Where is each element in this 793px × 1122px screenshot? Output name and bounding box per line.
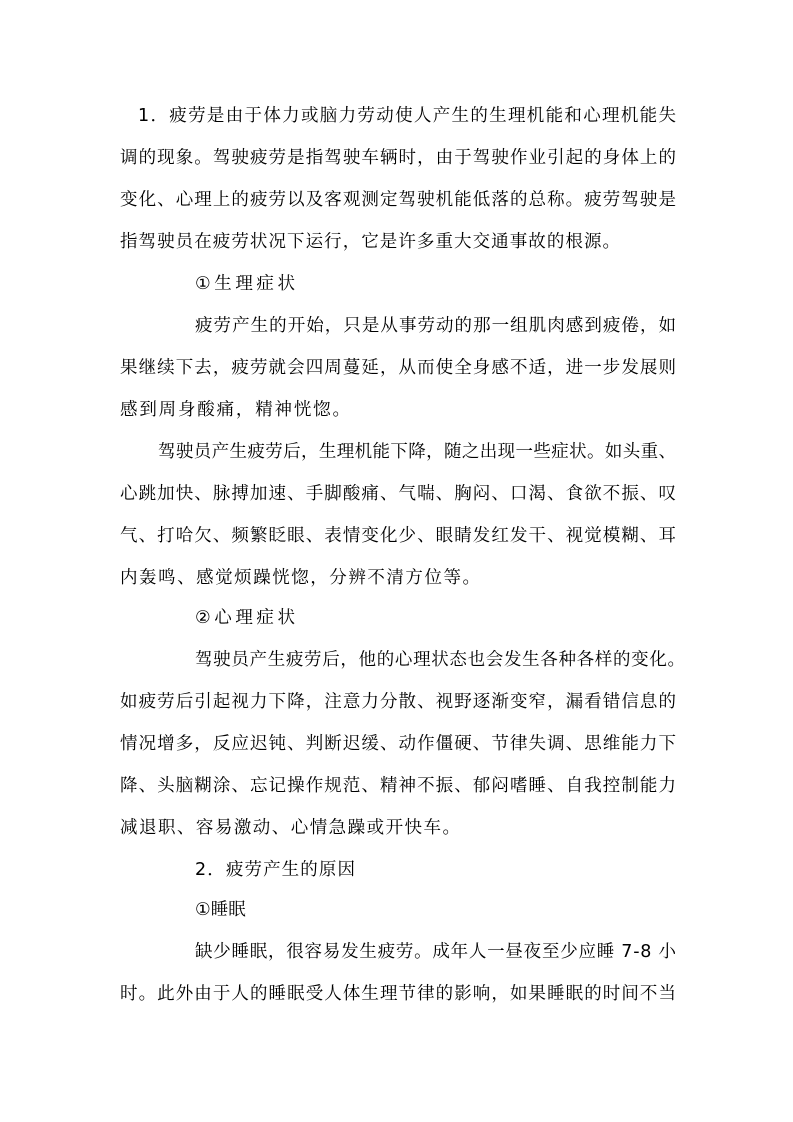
text-line: 感到周身酸痛，精神恍惚。 (120, 400, 352, 420)
text-line: 减退职、容易激动、心情急躁或开快车。 (120, 818, 462, 838)
section-heading: 2．疲劳产生的原因 (195, 860, 357, 880)
text-line: 心跳加快、脉搏加速、手脚酸痛、气喘、胸闷、口渴、食欲不振、叹 (120, 484, 678, 504)
section-heading: ②心理症状 (195, 608, 299, 628)
text-line: 指驾驶员在疲劳状况下运行，它是许多重大交通事故的根源。 (120, 232, 622, 252)
text-line: 气、打哈欠、频繁眨眼、表情变化少、眼睛发红发干、视觉模糊、耳 (120, 526, 678, 546)
text-line: 降、头脑糊涂、忘记操作规范、精神不振、郁闷嗜睡、自我控制能力 (120, 776, 678, 796)
text-line: 内轰鸣、感觉烦躁恍惚，分辨不清方位等。 (120, 568, 482, 588)
text-line: 缺少睡眠，很容易发生疲劳。成年人一昼夜至少应睡 7-8 小 (195, 942, 677, 962)
text-line: 情况增多，反应迟钝、判断迟缓、动作僵硬、节律失调、思维能力下 (120, 734, 678, 754)
text-line: 如疲劳后引起视力下降，注意力分散、视野逐渐变窄，漏看错信息的 (120, 692, 678, 712)
text-line: 疲劳产生的开始，只是从事劳动的那一组肌肉感到疲倦，如 (195, 316, 678, 336)
section-heading: ①生理症状 (195, 274, 299, 294)
text-line: 时。此外由于人的睡眠受人体生理节律的影响，如果睡眠的时间不当 (120, 984, 678, 1004)
text-line: 变化、心理上的疲劳以及客观测定驾驶机能低落的总称。疲劳驾驶是 (120, 190, 678, 210)
text-line: 1．疲劳是由于体力或脑力劳动使人产生的生理机能和心理机能失 (138, 106, 678, 126)
text-line: 调的现象。驾驶疲劳是指驾驶车辆时，由于驾驶作业引起的身体上的 (120, 148, 678, 168)
subsection-heading: ①睡眠 (195, 900, 246, 920)
text-line: 果继续下去，疲劳就会四周蔓延，从而使全身感不适，进一步发展则 (120, 358, 678, 378)
text-line: 驾驶员产生疲劳后，生理机能下降，随之出现一些症状。如头重、 (158, 442, 677, 462)
text-line: 驾驶员产生疲劳后，他的心理状态也会发生各种各样的变化。 (195, 650, 686, 670)
